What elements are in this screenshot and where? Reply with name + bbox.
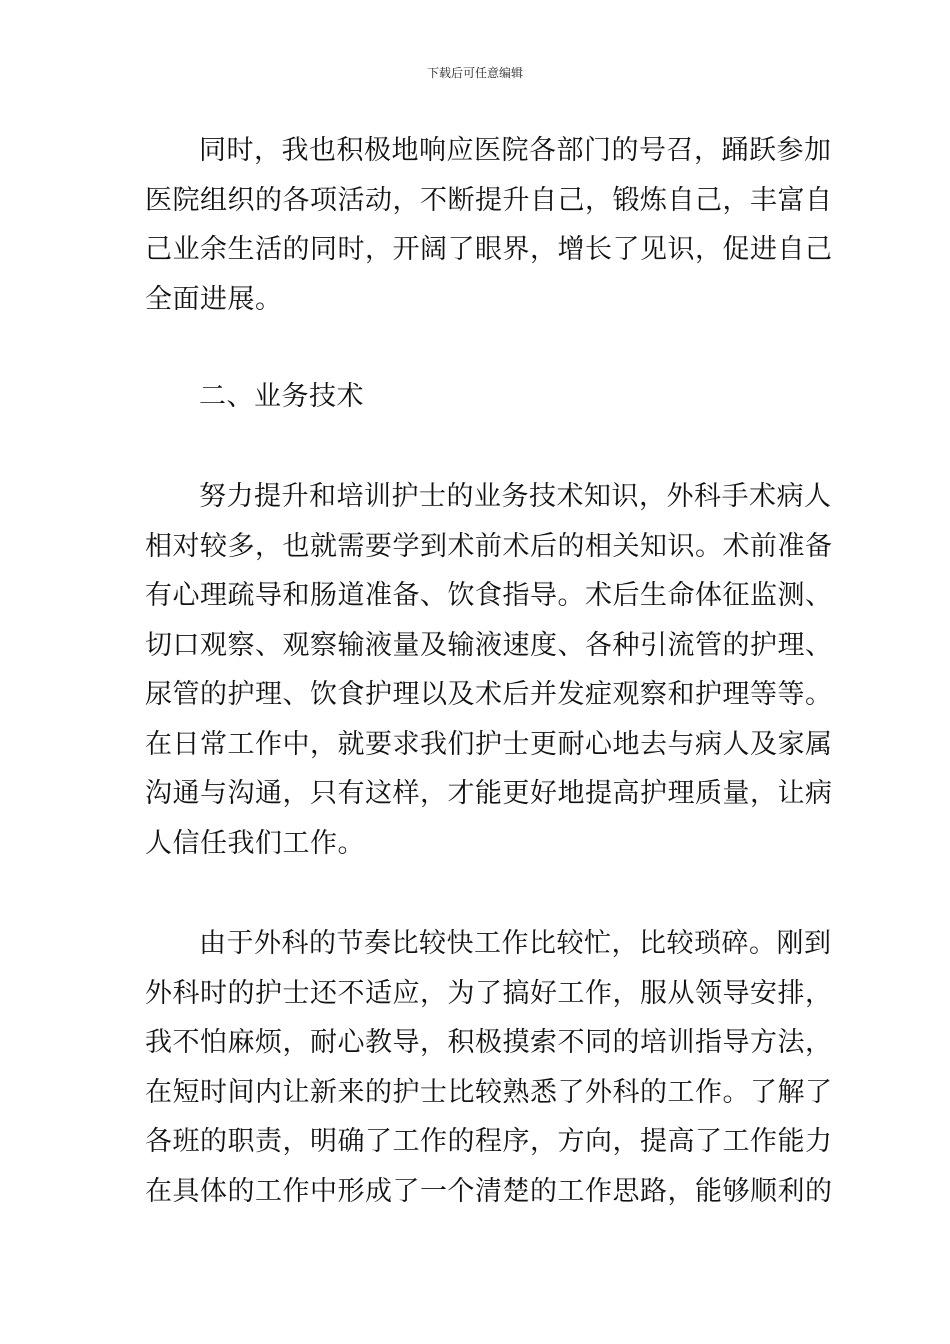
text-line: 外科时的护士还不适应，为了搞好工作，服从领导安排， [145, 977, 833, 1009]
text-line: 在具体的工作中形成了一个清楚的工作思路，能够顺利的 [145, 1175, 833, 1207]
text-line: 同时，我也积极地响应医院各部门的号召，踊跃参加 [199, 135, 832, 166]
text-line: 相对较多，也就需要学到术前术后的相关知识。术前准备 [145, 530, 833, 562]
paragraph-surgery-workload [145, 919, 833, 1216]
paragraph-participation [145, 126, 833, 324]
text-line: 各班的职责，明确了工作的程序，方向，提高了工作能力 [145, 1126, 833, 1157]
section-heading-text: 二、业务技术 [199, 381, 364, 412]
text-line: 人信任我们工作。 [145, 827, 365, 859]
text-line: 切口观察、观察输液量及输液速度、各种引流管的护理、 [145, 629, 833, 661]
text-line: 我不怕麻烦，耐心教导，积极摸索不同的培训指导方法， [145, 1027, 833, 1058]
text-line: 由于外科的节奏比较快工作比较忙，比较琐碎。刚到 [199, 928, 832, 959]
text-line: 在短时间内让新来的护士比较熟悉了外科的工作。了解了 [145, 1076, 833, 1108]
text-line: 全面进展。 [145, 283, 283, 315]
paragraph-professional-skills [145, 472, 833, 868]
text-line: 尿管的护理、饮食护理以及术后并发症观察和护理等等。 [145, 679, 833, 710]
text-line: 医院组织的各项活动，不断提升自己，锻炼自己，丰富自 [145, 184, 833, 216]
text-line: 己业余生活的同时，开阔了眼界，增长了见识，促进自己 [145, 234, 833, 265]
text-line: 在日常工作中，就要求我们护士更耐心地去与病人及家属 [145, 728, 833, 760]
text-line: 努力提升和培训护士的业务技术知识，外科手术病人 [199, 481, 832, 512]
text-line: 有心理疏导和肠道准备、饮食指导。术后生命体征监测、 [145, 580, 833, 611]
page-header-note: 下载后可任意编辑 [426, 66, 523, 80]
section-heading [145, 372, 815, 422]
text-line: 沟通与沟通，只有这样，才能更好地提高护理质量，让病 [145, 778, 833, 809]
